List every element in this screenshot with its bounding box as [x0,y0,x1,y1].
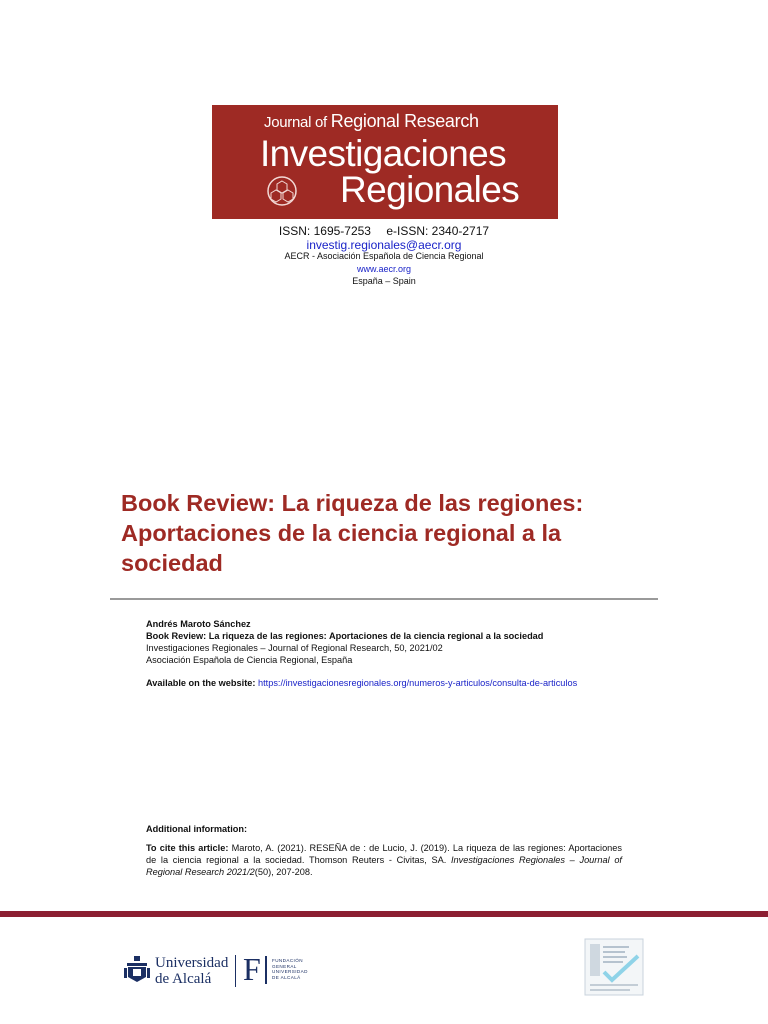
journal-info: Investigaciones Regionales – Journal of Regional Research, 50, 2021/02 [146,643,443,653]
author-name: Andrés Maroto Sánchez [146,619,251,629]
university-crest-icon [122,954,152,984]
eissn: e-ISSN: 2340-2717 [386,224,490,238]
issn-line [0,224,768,238]
logo-separator [235,955,236,987]
issn: ISSN: 1695-7253 [278,224,371,238]
footer-divider [0,911,768,917]
quality-seal-icon [584,938,644,996]
title-divider [110,598,658,600]
availability-label: Available on the website: [146,678,256,688]
association-website-link[interactable]: www.aecr.org [356,264,412,274]
country: España – Spain [352,276,416,286]
citation [146,842,622,878]
journal-email-link[interactable]: investig.regionales@aecr.org [306,238,462,252]
article-url-link[interactable]: https://investigacionesregionales.org/numeros-y-articulos/consulta-de-articulos [258,678,578,688]
university-name: Universidad de Alcalá [155,955,229,987]
association-name: AECR - Asociación Española de Ciencia Regional [284,251,484,261]
foundation-name: FUNDACIÓN GENERAL UNIVERSIDAD DE ALCALÁ [272,958,308,980]
foundation-logo-letter: F [243,951,261,987]
availability [146,677,606,689]
review-title: Book Review: La riqueza de las regiones: Aportaciones de la ciencia regional a la sociedad [146,631,544,641]
additional-info-label: Additional information: [146,824,248,834]
cite-text: Maroto, A. (2021). RESEÑA de : de Lucio, J. (2019). La riqueza de las regiones: Aportaciones de la ciencia regional a la sociedad. Thomson Reuters - Civitas, SA. [146,843,622,865]
banner-title-line1: Investigaciones [260,133,507,174]
author-affiliation: Asociación Española de Ciencia Regional, España [146,655,353,665]
cite-pages: (50), 207-208. [254,867,313,877]
journal-banner-logo [212,105,558,219]
article-title: Book Review: La riqueza de las regiones: Aportaciones de la ciencia regional a la sociedad [121,490,584,576]
banner-title-line2: Regionales [340,169,520,210]
hexagon-network-icon [266,175,298,207]
banner-subtitle: Journal of Regional Research [264,111,479,131]
foundation-logo-bar [265,956,267,984]
cite-journal: Investigaciones Regionales – Journal of Regional Research 2021/2 [146,855,622,877]
cite-label: To cite this article: [146,843,229,853]
